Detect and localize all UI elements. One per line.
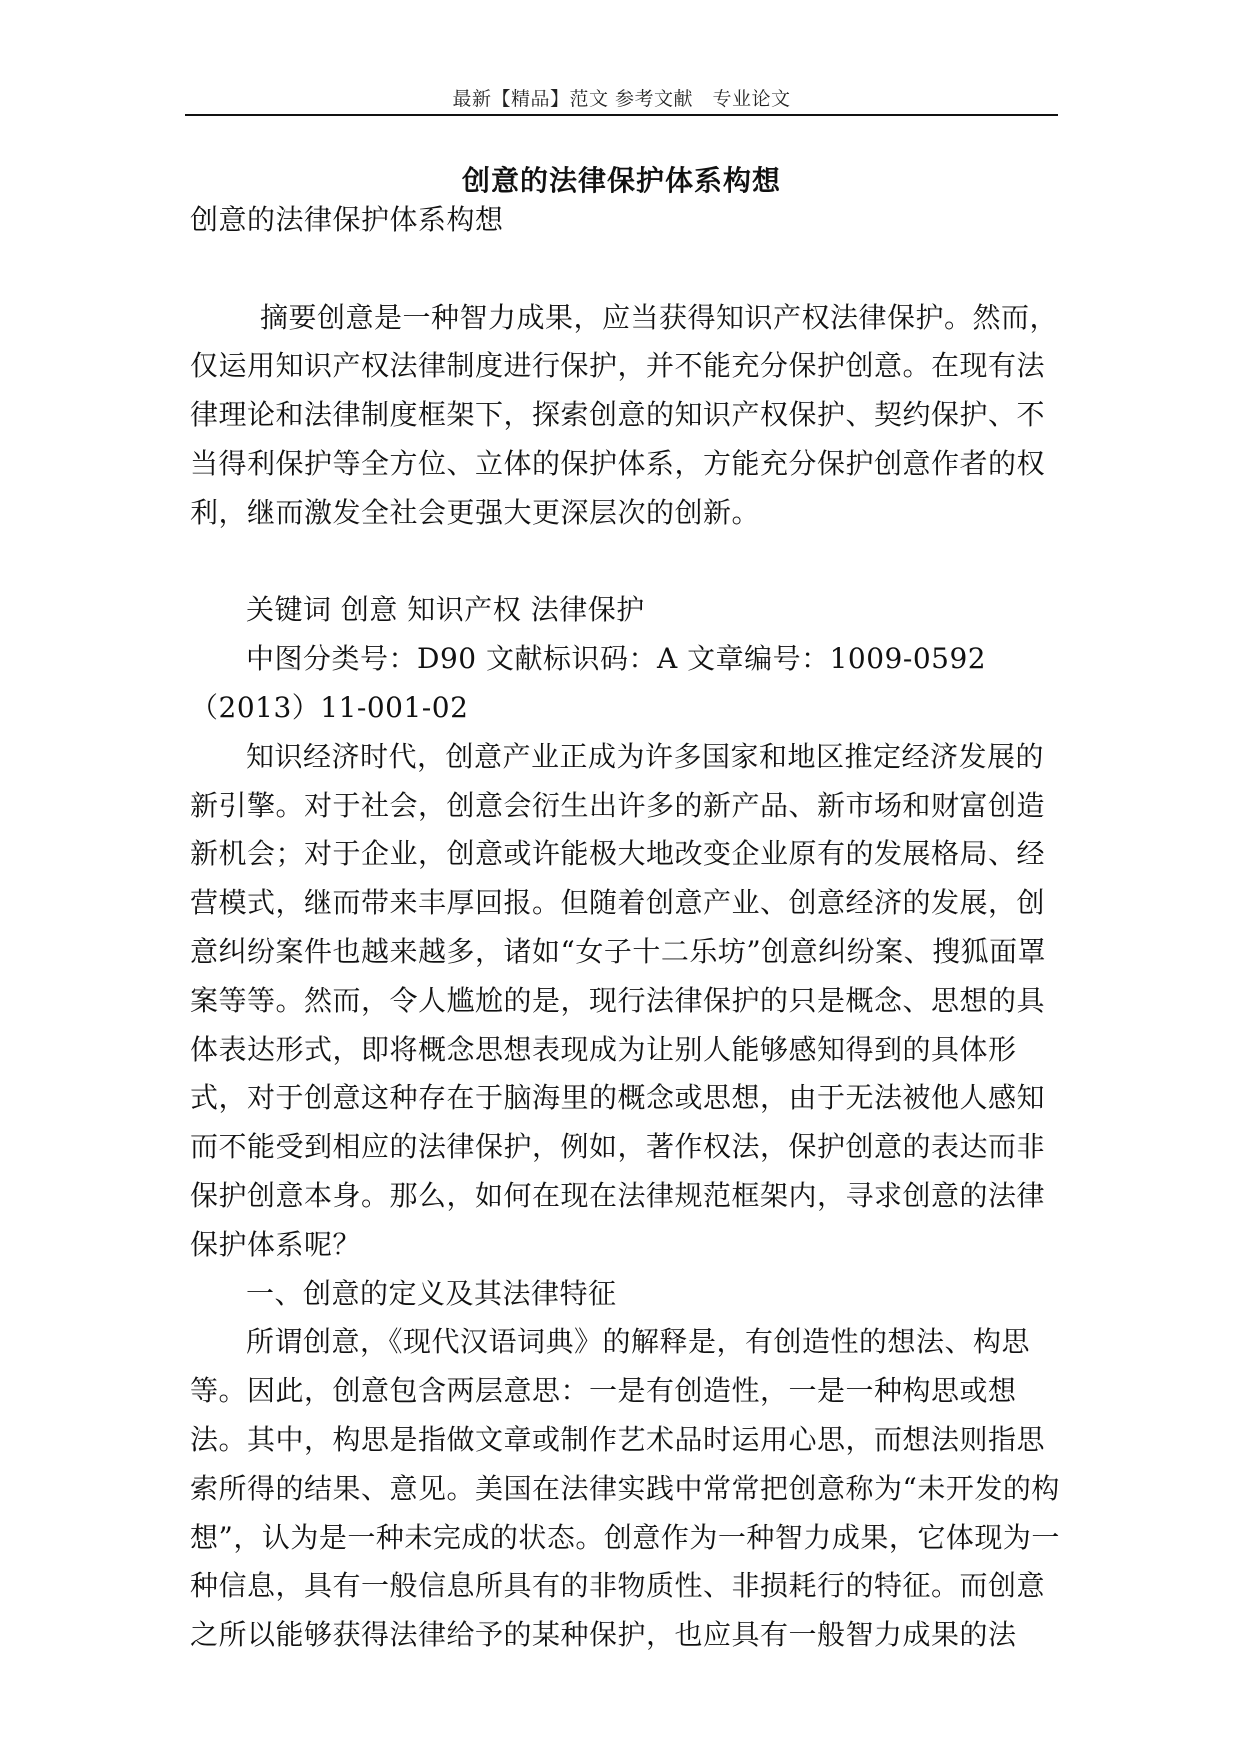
running-header: 最新【精品】范文 参考文献 专业论文 bbox=[452, 88, 791, 110]
abstract-paragraph: 摘要创意是一种智力成果，应当获得知识产权法律保护。然而，仅运用知识产权法律制度进行保护，并不能充分保护创意。在现有法律理论和法律制度框架下，探索创意的知识产权保护、契约保护、不当得利保护等全方位、立体的保护体系，方能充分保护创意作者的权利，继而激发全社会更强大更深层次的创新。 bbox=[190, 300, 1059, 529]
intro-paragraph: 知识经济时代，创意产业正成为许多国家和地区推定经济发展的新引擎。对于社会，创意会衍生出许多的新产品、新市场和财富创造新机会；对于企业，创意或许能极大地改变企业原有的发展格局、经营模式，继而带来丰厚回报。但随着创意产业、创意经济的发展，创意纠纷案件也越来越多，诸如“女子十二乐坊”创意纠纷案、搜狐面罩案等等。然而，令人尴尬的是，现行法律保护的只是概念、思想的具体表达形式，即将概念思想表现成为让别人能够感知得到的具体形式，对于创意这种存在于脑海里的概念或思想，由于无法被他人感知而不能受到相应的法律保护，例如，著作权法，保护创意的表达而非保护创意本身。那么，如何在现在法律规范框架内，寻求创意的法律保护体系呢？ bbox=[190, 739, 1047, 1261]
header-divider bbox=[185, 114, 1058, 116]
classification-line: 中图分类号：D90 文献标识码：A 文章编号：1009-0592（2013）11-001-02 bbox=[190, 642, 987, 724]
document-body bbox=[190, 196, 1065, 1660]
keywords-line: 关键词 创意 知识产权 法律保护 bbox=[246, 593, 645, 627]
section-heading: 一、创意的定义及其法律特征 bbox=[246, 1276, 617, 1310]
section-paragraph: 所谓创意，《现代汉语词典》的解释是，有创造性的想法、构思等。因此，创意包含两层意思：一是有创造性，一是一种构思或想法。其中，构思是指做文章或制作艺术品时运用心思，而想法则指思索所得的结果、意见。美国在法律实践中常常把创意称为“未开发的构想”，认为是一种未完成的状态。创意作为一种智力成果，它体现为一种信息，具有一般信息所具有的非物质性、非损耗行的特征。而创意之所以能够获得法律给予的某种保护，也应具有一般智力成果的法 bbox=[190, 1325, 1060, 1652]
document-subtitle: 创意的法律保护体系构想 bbox=[190, 203, 504, 236]
document-title: 创意的法律保护体系构想 bbox=[461, 164, 781, 197]
